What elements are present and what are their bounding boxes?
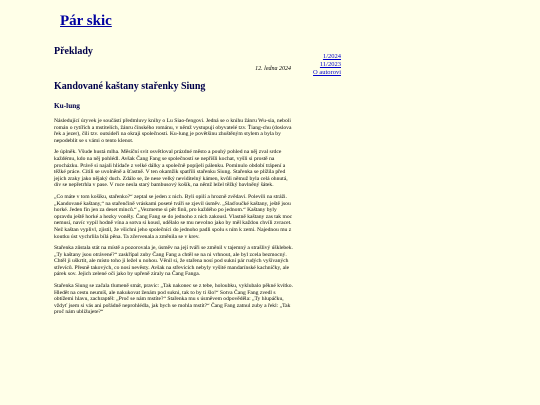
post-paragraph: Stařenka zůstala stát na místě a pozorovala je, úsměv na její tváři se změnil v tajemný a strašlivý úšklebek. „Ty kaštany jsou otrávené?“ zaskřípal zuby Čang Fang a chtěl se na ni vrhnout, ale byl zcela bezmocný. Chtěl ji uškrtit, ale místo toho ji ležel u nohou. Věnil si, že stařena nosí pod sukní pár rudých vyšívaných střevíců. Přesně takových, co nosí nevěsty. Avšak na střevících nebyly vyšité mandarínské kachničky, ale párek sov. Jejich zelené oči jako by upřeně zíraly na Čang Fanga.	[54, 245, 293, 278]
archive-link-2024-01[interactable]: 1/2024	[322, 53, 341, 60]
post-paragraph: Stařenka Siung se začala tlumeně smát, pravic: „Tak nakonec se z tebe, holoubku, vyklubalo pěkné kvítko. Hledět na cestu neumíš, ale nakukovat ženám pod sukni, tak to by ti šlo!“ Sotva Čang Fang zvedl s obtížemi hlavu, zachraptěl: „Proč se nám mstíte?“ Stařenka mu s úsměvem odpověděla: „Ty hlupáčku, vždyť jsem si vás ani pořádně neprohlédla, jak bych se mohla mstít?“ Čang Fang zatnul zuby a řekl: „Tak proč nám ubližujete?“	[54, 283, 293, 316]
post-date: 12. ledna 2024	[255, 66, 291, 72]
post-paragraph: Je úplněk. Všude hustá mlha. Měsíční svit osvětloval prázdné město a pouhý pohled na něj zval srdce každému, kdo na něj pohlédl. Avšak Čang Fang se společností se nepřišli kochat, vyšli si prostě na procházku. Právě si najali hlídače z velké dálky a společně popíjeli pálenku. Pominulo období trápení a těžké práce. Cítili se uvolněně a šťastně. V ten okamžik spatřili stařenku Siung. Stařenka se plížila před jejich zraky jako nějaký duch. Zdálo se, že nese velký neviditelný kámen, kvůli němuž byla celá ohnutá, div se nepřetrhla v pase. V ruce nesla starý bambusový košík, na němž ležel těžký bavlněný šátek.	[54, 149, 288, 189]
post-title: Kandované kaštany stařenky Siung	[54, 81, 206, 92]
sidebar-archive	[311, 53, 341, 76]
post-paragraph: Následující úryvek je součástí předmluvy knihy o Lu Siao-fengovi. Jedná se o knihu žánru Wu-sia, neboli román o rytířích a mstitelích, žánru čínského románu, v němž vystupují obyvatelé tzv. Ťiang-chu (doslova řek a jezer), čili tzv. outsideři na okraji společnosti. Ku-lung je povětšinu zhuštěným stylem a byla by nepodeblit se s vámi o tento klenot.	[54, 118, 292, 144]
post-author: Ku-lung	[54, 101, 80, 110]
about-author-link[interactable]: O autorovi	[313, 68, 341, 76]
site-title-link[interactable]: Pár skic	[60, 13, 112, 29]
post-paragraph: „Co máte v tom košíku, stařenko?“ zeptal se jeden z nich. Byli opilí a hrozně zvědaví. Polevili na stráži. „Kandované kaštany,“ na stařenčině vráskami poseté tváři se zjevil úsměv. „Slaďoučké kaštany, ještě jsou horké. Jeden fin jen za deset minců.“ „Vezmeme si pět finů, pro každého po jednom.“ Kaštany byly opravdu ještě horké a hezky voněly. Čang Fang se do jednoho z nich zakousl. Vlastně kaštany zas tak moc nemusí, navíc vypil hodně vína a sotva si kousl, udělalo se mu nevolno jako by měl každou chvíli zvracet. Než kaštan vyplivl, zjistil, že všichni jeho společníci do jednoho padli spolu s ním k zemi. Najednou mu z koutku úst vychrlila bílá pěna. Ta zčervenala a změnila se v krev.	[54, 193, 293, 240]
archive-link-2023-11[interactable]: 11/2023	[319, 60, 341, 68]
post-body	[54, 118, 296, 321]
section-title: Překlady	[54, 46, 93, 57]
